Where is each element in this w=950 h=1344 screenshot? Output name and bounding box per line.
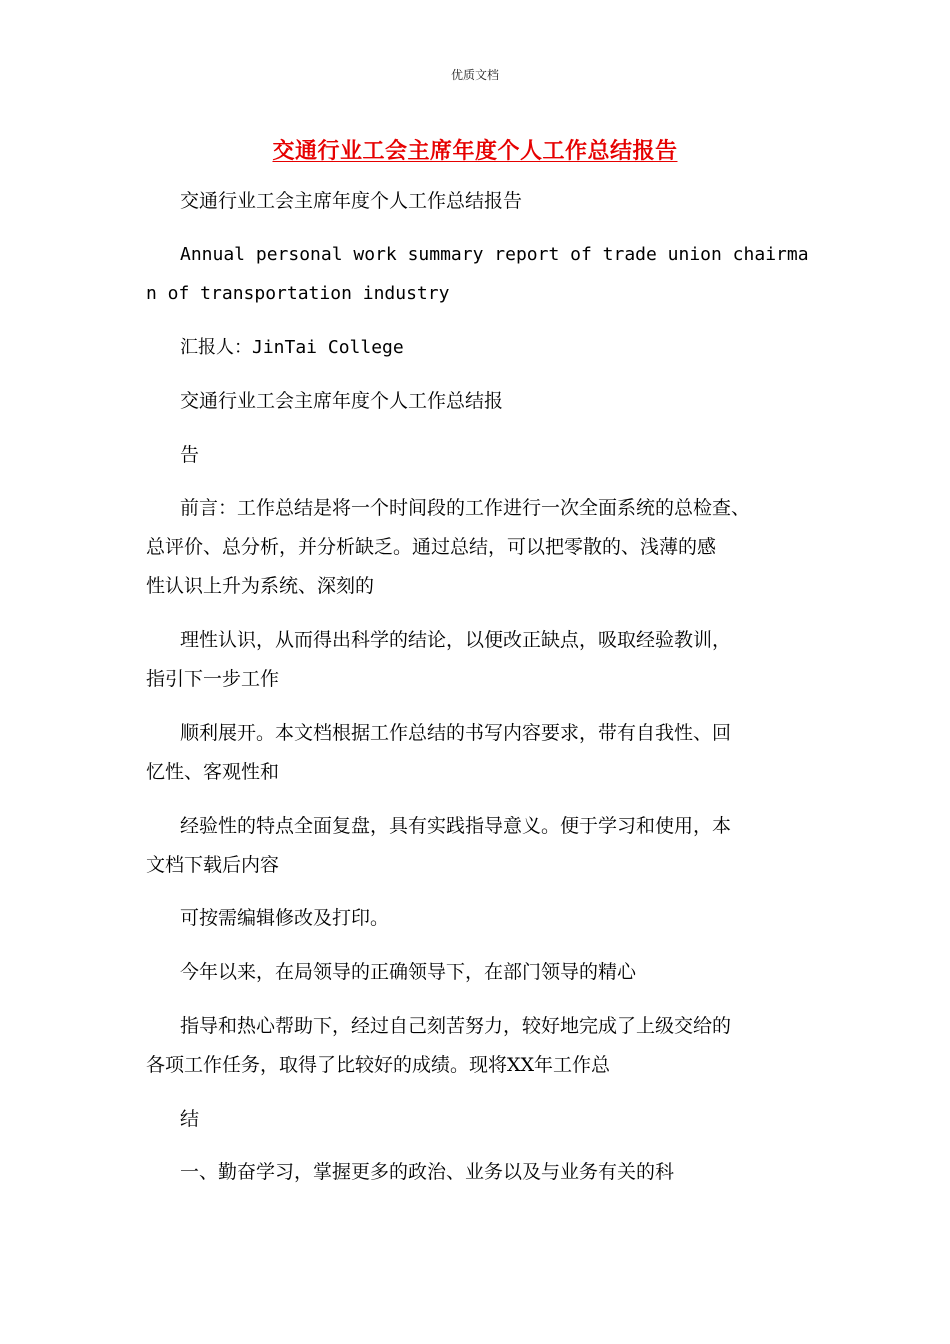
paragraph-line: 顺利展开。本文档根据工作总结的书写内容要求，带有自我性、回 [180,722,732,744]
paragraph-line: 性认识上升为系统、深刻的 [146,575,375,597]
paragraph-line: n of transportation industry [146,283,450,304]
document-title: 交通行业工会主席年度个人工作总结报告 [272,138,678,164]
paragraph-line: 今年以来，在局领导的正确领导下，在部门领导的精心 [180,961,637,983]
paragraph-line: 前言：工作总结是将一个时间段的工作进行一次全面系统的总检查、 [180,497,751,519]
paragraph-line: 结 [180,1108,200,1130]
paragraph-line: 汇报人：JinTai College [180,337,404,358]
paragraph-line: 文档下载后内容 [146,854,280,876]
paragraph-line: 指引下一步工作 [146,668,280,690]
paragraph-line: 交通行业工会主席年度个人工作总结报告 [180,190,523,212]
paragraph-line: 交通行业工会主席年度个人工作总结报 [180,390,504,412]
paragraph-line: 各项工作任务，取得了比较好的成绩。现将XX年工作总 [146,1054,611,1076]
page-header: 优质文档 [450,68,499,82]
paragraph-line: 一、勤奋学习，掌握更多的政治、业务以及与业务有关的科 [180,1161,675,1183]
paragraph-line: 经验性的特点全面复盘，具有实践指导意义。便于学习和使用，本 [180,815,732,837]
paragraph-line: Annual personal work summary report of trade union chairma [180,244,809,265]
paragraph-line: 指导和热心帮助下，经过自己刻苦努力，较好地完成了上级交给的 [180,1015,732,1037]
paragraph-line: 忆性、客观性和 [146,761,280,783]
paragraph-line: 总评价、总分析，并分析缺乏。通过总结，可以把零散的、浅薄的感 [146,536,717,558]
paragraph-line: 告 [180,444,200,466]
paragraph-line: 可按需编辑修改及打印。 [180,907,390,929]
paragraph-line: 理性认识，从而得出科学的结论，以便改正缺点，吸取经验教训， [180,629,732,651]
